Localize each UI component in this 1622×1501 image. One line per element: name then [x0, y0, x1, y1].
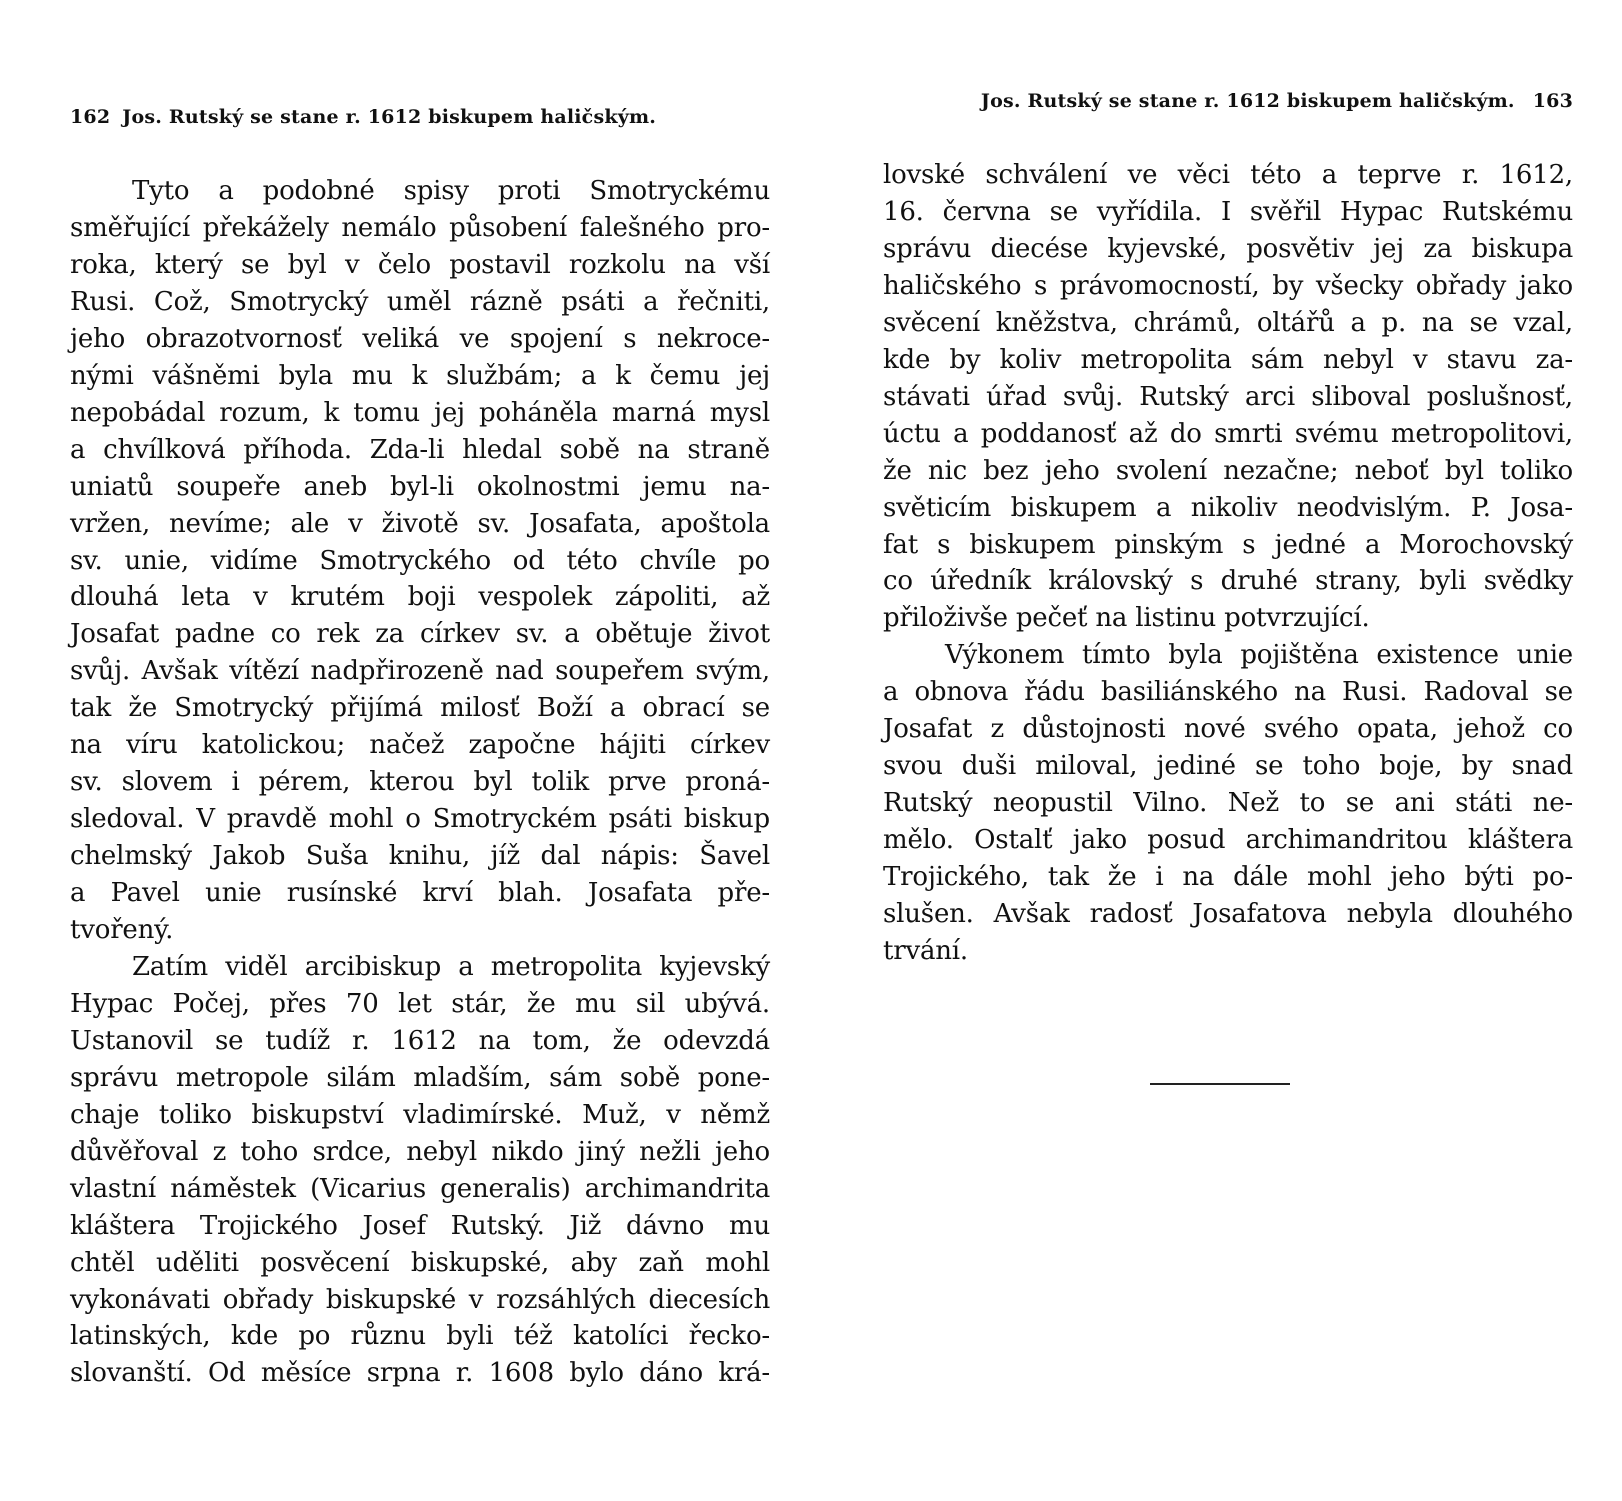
text-line: uniatů soupeře aneb byl-li okolnostmi jemu na-	[70, 471, 770, 502]
text-line: svěcení kněžstva, chrámů, oltářů a p. na se vzal,	[883, 307, 1573, 338]
text-line: chaje toliko biskupství vladimírské. Muž, v němž	[70, 1099, 770, 1130]
text-line: vržen, nevíme; ale v životě sv. Josafata, apoštola	[70, 508, 770, 539]
text-line: mělo. Ostalť jako posud archimandritou kláštera	[883, 825, 1573, 856]
text-line: jeho obrazotvornosť veliká ve spojení s nekroce-	[70, 323, 770, 354]
text-line: lovské schválení ve věci této a teprve r. 1612,	[883, 160, 1573, 190]
text-line: Rusi. Což, Smotrycký uměl rázně psáti a řečniti,	[70, 286, 770, 317]
text-line: a Pavel unie rusínské krví blah. Josafata pře-	[70, 878, 770, 909]
text-line: tak že Smotrycký přijímá milosť Boží a obrací se	[70, 693, 770, 724]
text-line: sledoval. V pravdě mohl o Smotryckém psáti biskup	[70, 804, 770, 835]
text-line: kde by koliv metropolita sám nebyl v stavu za-	[883, 344, 1573, 375]
text-line: svou duši miloval, jediné se toho boje, by snad	[883, 751, 1573, 782]
text-line: nepobádal rozum, k tomu jej poháněla marná mysl	[70, 397, 770, 428]
text-line: slovanští. Od měsíce srpna r. 1608 bylo dáno krá-	[70, 1358, 770, 1389]
text-line: dlouhá leta v krutém boji vespolek zápoliti, až	[70, 582, 770, 613]
text-line: na víru katolickou; načež započne hájiti církev	[70, 730, 770, 761]
running-head-text: Jos. Rutský se stane r. 1612 biskupem haličským.	[980, 90, 1515, 112]
running-head-text: Jos. Rutský se stane r. 1612 biskupem haličským.	[122, 106, 657, 128]
text-line: fat s biskupem pinským s jedné a Morochovský	[883, 529, 1573, 560]
text-line: haličského s právomocností, by všecky obřady jako	[883, 270, 1573, 301]
text-line: tvořený.	[70, 915, 174, 945]
text-line: a obnova řádu basiliánského na Rusi. Radoval se	[883, 677, 1573, 708]
text-line: že nic bez jeho svolení nezačne; neboť byl toliko	[883, 455, 1573, 486]
running-header-right	[981, 90, 1573, 112]
text-line: co úředník královský s druhé strany, byli svědky	[883, 566, 1573, 597]
text-line: slušen. Avšak radosť Josafatova nebyla dlouhého	[883, 899, 1573, 929]
text-line: 16. června se vyřídila. I svěřil Hypac Rutskému	[883, 196, 1573, 227]
running-header-left	[70, 106, 656, 128]
page-number: 162	[70, 106, 111, 128]
text-line: stávati úřad svůj. Rutský arci sliboval poslušnosť,	[883, 381, 1573, 412]
text-line: přiloživše pečeť na listinu potvrzující.	[883, 603, 1370, 634]
text-line: Rutský neopustil Vilno. Než to se ani státi ne-	[883, 788, 1573, 819]
text-line: Zatím viděl arcibiskup a metropolita kyjevský	[132, 951, 770, 982]
text-line: nými vášněmi byla mu k službám; a k čemu jej	[70, 360, 770, 391]
page-number: 163	[1532, 90, 1573, 112]
text-line: chelmský Jakob Suša knihu, jíž dal nápis: Šavel	[70, 841, 770, 872]
text-line: Tyto a podobné spisy proti Smotryckému	[132, 176, 770, 206]
text-line: správu diecése kyjevské, posvětiv jej za biskupa	[883, 233, 1573, 264]
text-line: Josafat z důstojnosti nové svého opata, jehož co	[883, 714, 1573, 745]
text-line: vykonávati obřady biskupské v rozsáhlých diecesích	[70, 1284, 770, 1315]
text-line: směřující překážely nemálo působení falešného pro-	[70, 212, 770, 243]
text-line: sv. unie, vidíme Smotryckého od této chvíle po	[70, 545, 770, 576]
text-line: Výkonem tímto byla pojištěna existence unie	[945, 640, 1573, 671]
text-line: úctu a poddanosť až do smrti svému metropolitovi,	[883, 418, 1573, 449]
text-line: důvěřoval z toho srdce, nebyl nikdo jiný nežli jeho	[70, 1136, 770, 1167]
text-line: kláštera Trojického Josef Rutský. Již dávno mu	[70, 1210, 770, 1241]
text-line: sv. slovem i pérem, kterou byl tolik prve proná-	[70, 767, 770, 798]
text-line: Josafat padne co rek za církev sv. a obětuje život	[70, 619, 770, 650]
text-line: světicím biskupem a nikoliv neodvislým. P. Josa-	[883, 492, 1573, 523]
text-line: chtěl uděliti posvěcení biskupské, aby zaň mohl	[70, 1247, 770, 1278]
section-end-rule	[1150, 1083, 1290, 1085]
text-line: trvání.	[883, 935, 968, 966]
text-line: Trojického, tak že i na dále mohl jeho býti po-	[883, 862, 1573, 893]
text-line: roka, který se byl v čelo postavil rozkolu na vší	[70, 249, 770, 280]
text-line: latinských, kde po různu byli též katolíci řecko-	[70, 1321, 770, 1352]
text-line: správu metropole silám mladším, sám sobě pone-	[70, 1062, 770, 1093]
text-line: Ustanovil se tudíž r. 1612 na tom, že odevzdá	[70, 1025, 770, 1056]
text-line: a chvílková příhoda. Zda-li hledal sobě na straně	[70, 434, 770, 465]
text-line: Hypac Počej, přes 70 let stár, že mu sil ubývá.	[70, 988, 770, 1019]
text-line: svůj. Avšak vítězí nadpřirozeně nad soupeřem svým,	[70, 656, 770, 687]
text-line: vlastní náměstek (Vicarius generalis) archimandrita	[70, 1173, 770, 1204]
